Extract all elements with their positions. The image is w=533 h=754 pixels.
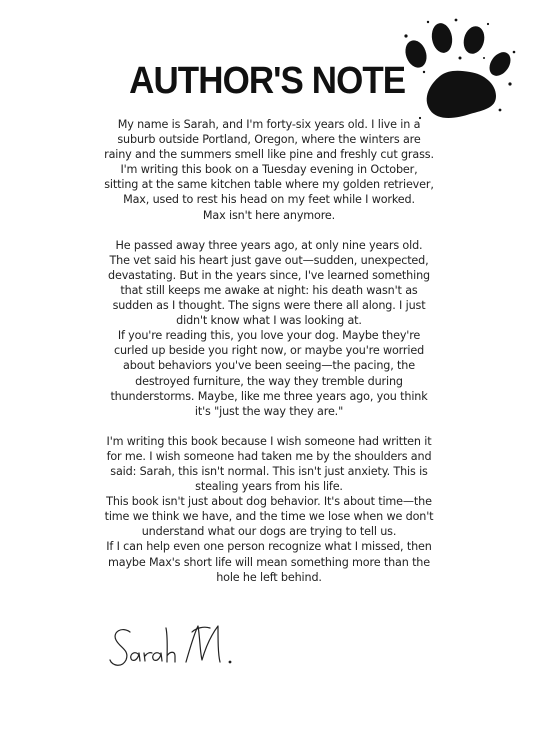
- paragraph-hope: If I can help even one person recognize what I missed, then maybe Max's short life will mean something more than the hole he left behind.: [106, 540, 432, 584]
- note-body: [104, 117, 434, 585]
- paragraph-about-time: This book isn't just about dog behavior. It's about time—the time we think we have, and the time we lose when we don't understand what our dogs are trying to tell us.: [104, 495, 434, 539]
- paragraph-passed-away: He passed away three years ago, at only nine years old. The vet said his heart just gave out—sudden, unexpected, devastating. But in the years since, I've learned something that still keeps me awake at night: his death wasn't as sudden as I thought. The signs were there all along. I just didn't know what I was looking at.: [108, 238, 430, 328]
- paragraph-max-gone: Max isn't here anymore.: [202, 208, 336, 222]
- paragraph-intro: My name is Sarah, and I'm forty-six years old. I live in a suburb outside Portland, Oregon, where the winters are rainy and the summers smell like pine and freshly cut grass. I'm writing this book on a Tuesday evening in October, sitting at the same kitchen table where my golden retriever, Max, used to rest his head on my feet while I worked.: [104, 118, 434, 207]
- paragraph-why-writing: I'm writing this book because I wish someone had written it for me. I wish someone had taken me by the shoulders and said: Sarah, this isn't normal. This isn't just anxiety. This is stealing years from his life.: [106, 434, 432, 494]
- handwritten-signature: [108, 618, 248, 678]
- page-title: AUTHOR'S NOTE: [129, 60, 406, 102]
- paragraph-reader: If you're reading this, you love your dog. Maybe they're curled up beside you right now, or maybe you're worried about behaviors you've been seeing—the pacing, the destroyed furniture, the way they tremble during thunderstorms. Maybe, like me three years ago, you think it's "just the way they are.": [110, 329, 428, 418]
